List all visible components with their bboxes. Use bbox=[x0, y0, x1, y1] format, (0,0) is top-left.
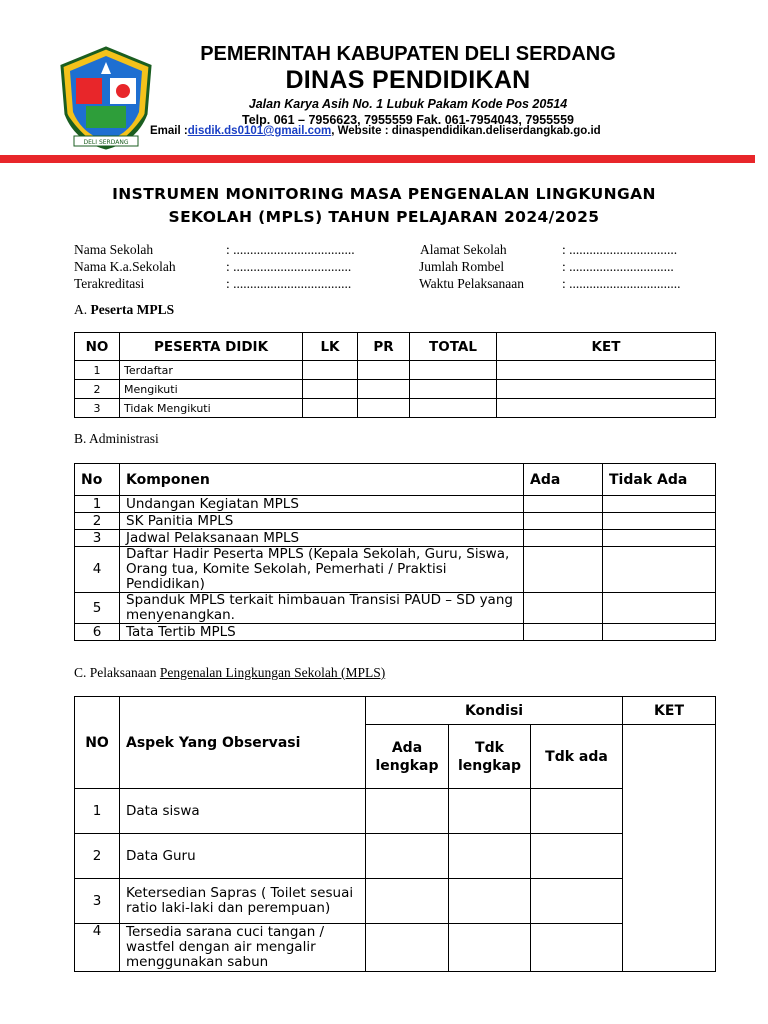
cell-total[interactable] bbox=[410, 399, 497, 418]
cell-ket[interactable] bbox=[497, 399, 716, 418]
col-no: No bbox=[75, 464, 120, 496]
cell-ket[interactable] bbox=[497, 380, 716, 399]
cell-tdk-ada[interactable] bbox=[531, 924, 623, 972]
cell-ada-lengkap[interactable] bbox=[366, 834, 449, 879]
col-komponen: Komponen bbox=[120, 464, 524, 496]
logo-text: DELI SERDANG bbox=[83, 139, 129, 146]
col-peserta-didik: PESERTA DIDIK bbox=[120, 333, 303, 361]
col-tidak-ada: Tidak Ada bbox=[603, 464, 716, 496]
row-no: 4 bbox=[75, 924, 120, 972]
row-no: 1 bbox=[75, 789, 120, 834]
info-label-nama-sekolah: Nama Sekolah bbox=[74, 242, 154, 257]
section-a-prefix: A. bbox=[74, 302, 88, 317]
table-header-row bbox=[75, 333, 716, 361]
cell-lk[interactable] bbox=[303, 361, 358, 380]
cell-tidak-ada[interactable] bbox=[603, 513, 716, 530]
cell-tidak-ada[interactable] bbox=[603, 530, 716, 547]
row-no: 3 bbox=[75, 399, 120, 418]
info-label-alamat-sekolah: Alamat Sekolah bbox=[420, 242, 507, 257]
cell-tdk-lengkap[interactable] bbox=[449, 879, 531, 924]
col-kondisi: Kondisi bbox=[366, 697, 623, 725]
row-no: 1 bbox=[75, 496, 120, 513]
section-c-prefix: C. Pelaksanaan bbox=[74, 665, 160, 680]
cell-ket[interactable] bbox=[497, 361, 716, 380]
cell-pr[interactable] bbox=[358, 399, 410, 418]
cell-pr[interactable] bbox=[358, 380, 410, 399]
table-row bbox=[75, 624, 716, 641]
row-komponen: SK Panitia MPLS bbox=[120, 513, 524, 530]
row-komponen: Undangan Kegiatan MPLS bbox=[120, 496, 524, 513]
cell-tdk-ada[interactable] bbox=[531, 789, 623, 834]
table-row bbox=[75, 924, 716, 972]
col-lk: LK bbox=[303, 333, 358, 361]
col-ket: KET bbox=[497, 333, 716, 361]
table-header-row bbox=[75, 697, 716, 725]
row-aspek: Tersedia sarana cuci tangan / wastfel dengan air mengalir menggunakan sabun bbox=[120, 924, 366, 972]
cell-tdk-lengkap[interactable] bbox=[449, 924, 531, 972]
website-text: , Website : dinaspendidikan.deliserdangkab.go.id bbox=[331, 125, 601, 137]
table-row bbox=[75, 547, 716, 593]
section-a-label: Peserta MPLS bbox=[90, 302, 175, 317]
cell-tidak-ada[interactable] bbox=[603, 624, 716, 641]
row-no: 5 bbox=[75, 593, 120, 624]
cell-lk[interactable] bbox=[303, 380, 358, 399]
row-aspek: Data Guru bbox=[120, 834, 366, 879]
row-no: 4 bbox=[75, 547, 120, 593]
office-address: Jalan Karya Asih No. 1 Lubuk Pakam Kode Pos 20514 bbox=[248, 97, 568, 111]
info-label-waktu-pelaksanaan: Waktu Pelaksanaan bbox=[419, 276, 525, 291]
cell-lk[interactable] bbox=[303, 399, 358, 418]
row-no: 2 bbox=[75, 513, 120, 530]
table-header-row bbox=[75, 464, 716, 496]
col-ket: KET bbox=[623, 697, 716, 725]
info-value-nama-kepala-sekolah: : ................................... bbox=[226, 259, 352, 274]
office-phone: Telp. 061 – 7956623, 7955559 Fak. 061-7954043, 7955559 bbox=[242, 113, 574, 127]
row-no: 6 bbox=[75, 624, 120, 641]
info-value-waktu-pelaksanaan: : ................................. bbox=[562, 276, 681, 291]
row-peserta: Terdaftar bbox=[120, 361, 303, 380]
cell-total[interactable] bbox=[410, 380, 497, 399]
government-name: PEMERINTAH KABUPATEN DELI SERDANG bbox=[200, 43, 616, 65]
row-aspek: Ketersedian Sapras ( Toilet sesuai ratio laki-laki dan perempuan) bbox=[120, 879, 366, 924]
section-b-heading: B. Administrasi bbox=[74, 431, 159, 446]
title-line-1: INSTRUMEN MONITORING MASA PENGENALAN LINGKUNGAN bbox=[112, 185, 656, 203]
cell-ada-lengkap[interactable] bbox=[366, 789, 449, 834]
col-tdk-ada: Tdk ada bbox=[531, 725, 623, 789]
row-no: 3 bbox=[75, 530, 120, 547]
table-row bbox=[75, 361, 716, 380]
info-label-nama-kepala-sekolah: Nama K.a.Sekolah bbox=[74, 259, 176, 274]
section-c-heading bbox=[74, 665, 385, 681]
col-pr: PR bbox=[358, 333, 410, 361]
row-komponen: Daftar Hadir Peserta MPLS (Kepala Sekolah, Guru, Siswa, Orang tua, Komite Sekolah, Pemerhati / Praktisi Pendidikan) bbox=[120, 547, 524, 593]
email-label: Email : bbox=[150, 125, 188, 137]
row-komponen: Spanduk MPLS terkait himbauan Transisi PAUD – SD yang menyenangkan. bbox=[120, 593, 524, 624]
row-peserta: Tidak Mengikuti bbox=[120, 399, 303, 418]
col-ada-lengkap: Ada lengkap bbox=[366, 725, 449, 789]
cell-ada[interactable] bbox=[524, 496, 603, 513]
document-title bbox=[40, 183, 728, 229]
row-komponen: Tata Tertib MPLS bbox=[120, 624, 524, 641]
col-ada: Ada bbox=[524, 464, 603, 496]
contact-line bbox=[150, 124, 750, 139]
table-row bbox=[75, 380, 716, 399]
info-value-nama-sekolah: : .................................... bbox=[226, 242, 355, 257]
cell-ket[interactable] bbox=[623, 725, 716, 972]
cell-pr[interactable] bbox=[358, 361, 410, 380]
administrasi-table bbox=[74, 463, 716, 641]
info-value-terakreditasi: : ................................... bbox=[226, 276, 352, 291]
table-row bbox=[75, 789, 716, 834]
table-row bbox=[75, 593, 716, 624]
row-no: 3 bbox=[75, 879, 120, 924]
row-peserta: Mengikuti bbox=[120, 380, 303, 399]
pelaksanaan-table bbox=[74, 696, 716, 972]
table-row bbox=[75, 513, 716, 530]
table-row bbox=[75, 879, 716, 924]
row-no: 2 bbox=[75, 834, 120, 879]
peserta-table bbox=[74, 332, 716, 418]
col-tdk-lengkap: Tdk lengkap bbox=[449, 725, 531, 789]
cell-ada-lengkap[interactable] bbox=[366, 924, 449, 972]
cell-ada[interactable] bbox=[524, 593, 603, 624]
cell-tdk-ada[interactable] bbox=[531, 879, 623, 924]
cell-ada[interactable] bbox=[524, 530, 603, 547]
deli-serdang-logo-icon bbox=[56, 44, 156, 154]
cell-total[interactable] bbox=[410, 361, 497, 380]
info-label-terakreditasi: Terakreditasi bbox=[74, 276, 145, 291]
info-label-jumlah-rombel: Jumlah Rombel bbox=[419, 259, 505, 274]
table-row bbox=[75, 496, 716, 513]
row-komponen: Jadwal Pelaksanaan MPLS bbox=[120, 530, 524, 547]
col-no: NO bbox=[75, 333, 120, 361]
cell-tdk-ada[interactable] bbox=[531, 834, 623, 879]
col-no: NO bbox=[75, 697, 120, 789]
cell-tidak-ada[interactable] bbox=[603, 496, 716, 513]
table-row bbox=[75, 530, 716, 547]
cell-tdk-lengkap[interactable] bbox=[449, 834, 531, 879]
cell-ada-lengkap[interactable] bbox=[366, 879, 449, 924]
cell-tidak-ada[interactable] bbox=[603, 547, 716, 593]
email-link[interactable]: disdik.ds0101@gmail.com bbox=[187, 125, 332, 137]
row-no: 2 bbox=[75, 380, 120, 399]
table-row bbox=[75, 399, 716, 418]
letterhead bbox=[160, 42, 656, 128]
col-aspek: Aspek Yang Observasi bbox=[120, 697, 366, 789]
info-value-alamat-sekolah: : ................................ bbox=[562, 242, 678, 257]
cell-ada[interactable] bbox=[524, 547, 603, 593]
header-divider bbox=[0, 155, 755, 163]
title-line-2: SEKOLAH (MPLS) TAHUN PELAJARAN 2024/2025 bbox=[168, 208, 600, 226]
cell-ada[interactable] bbox=[524, 513, 603, 530]
office-name: DINAS PENDIDIKAN bbox=[285, 66, 531, 94]
section-a-heading bbox=[74, 302, 174, 318]
table-row bbox=[75, 834, 716, 879]
cell-tidak-ada[interactable] bbox=[603, 593, 716, 624]
row-no: 1 bbox=[75, 361, 120, 380]
row-aspek: Data siswa bbox=[120, 789, 366, 834]
cell-tdk-lengkap[interactable] bbox=[449, 789, 531, 834]
info-value-jumlah-rombel: : ............................... bbox=[562, 259, 674, 274]
col-total: TOTAL bbox=[410, 333, 497, 361]
cell-ada[interactable] bbox=[524, 624, 603, 641]
section-c-label: Pengenalan Lingkungan Sekolah (MPLS) bbox=[159, 665, 386, 680]
